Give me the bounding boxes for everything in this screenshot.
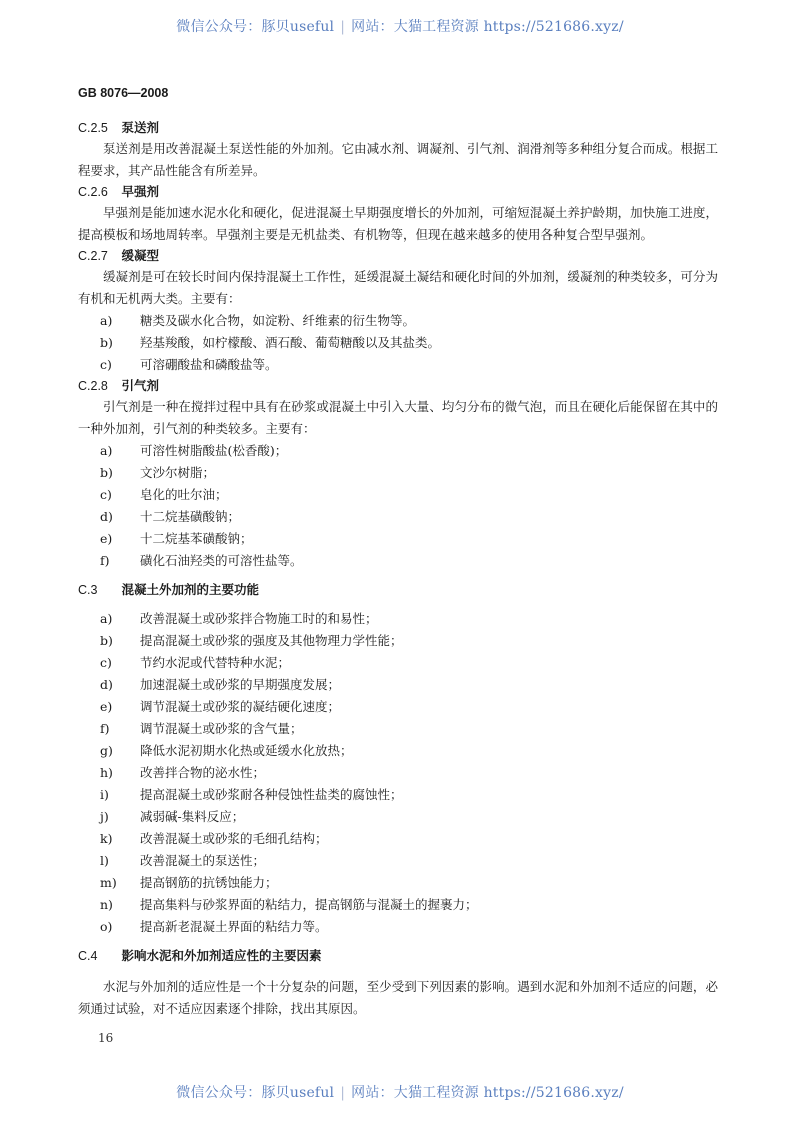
list-text: 提高钢筋的抗锈蚀能力； xyxy=(140,875,278,890)
list-item xyxy=(78,332,718,354)
section-heading-c28 xyxy=(78,376,718,396)
list-item xyxy=(78,740,718,762)
section-number: C.2.8 xyxy=(78,379,108,393)
section-title: 引气剂 xyxy=(121,379,159,393)
watermark-wechat: 微信公众号：豚贝useful xyxy=(176,19,335,35)
list-label: n) xyxy=(100,897,113,912)
list-label: h) xyxy=(100,765,113,780)
document-body xyxy=(78,118,718,1020)
list-label: e) xyxy=(100,699,113,714)
section-heading-c25 xyxy=(78,118,718,138)
section-number: C.2.5 xyxy=(78,121,108,135)
paragraph-c26: 早强剂是能加速水泥水化和硬化，促进混凝土早期强度增长的外加剂，可缩短混凝土养护龄期，加快施工进度，提高模板和场地周转率。早强剂主要是无机盐类、有机物等，但现在越来越多的使用各种复合型早强剂。 xyxy=(78,205,718,242)
list-text: 十二烷基苯磺酸钠； xyxy=(140,531,253,546)
watermark-bottom xyxy=(0,1082,800,1102)
list-text: 改善拌合物的泌水性； xyxy=(140,765,266,780)
list-label: k) xyxy=(100,831,113,846)
list-label: b) xyxy=(100,633,113,648)
page-number: 16 xyxy=(98,1031,114,1045)
watermark-separator: | xyxy=(340,19,346,35)
list-text: 降低水泥初期水化热或延缓水化放热； xyxy=(140,743,353,758)
list-label: a) xyxy=(100,443,113,458)
list-item xyxy=(78,828,718,850)
list-text: 改善混凝土的泵送性； xyxy=(140,853,266,868)
list-text: 可溶性树脂酸盐(松香酸)； xyxy=(140,443,288,458)
section-number: C.2.7 xyxy=(78,249,108,263)
list-text: 改善混凝土或砂浆的毛细孔结构； xyxy=(140,831,328,846)
list-label: b) xyxy=(100,465,113,480)
list-label: f) xyxy=(100,553,110,568)
list-item xyxy=(78,806,718,828)
list-label: b) xyxy=(100,335,113,350)
list-item xyxy=(78,462,718,484)
list-label: d) xyxy=(100,677,113,692)
list-label: j) xyxy=(100,809,109,824)
watermark-website: 网站：大猫工程资源 https://521686.xyz/ xyxy=(351,1085,624,1101)
list-label: a) xyxy=(100,313,113,328)
list-item xyxy=(78,872,718,894)
section-number: C.2.6 xyxy=(78,185,108,199)
spacer xyxy=(78,966,718,976)
list-label: d) xyxy=(100,509,113,524)
list-label: c) xyxy=(100,487,112,502)
list-text: 调节混凝土或砂浆的含气量； xyxy=(140,721,303,736)
list-label: o) xyxy=(100,919,113,934)
list-text: 提高混凝土或砂浆的强度及其他物理力学性能； xyxy=(140,633,403,648)
list-label: i) xyxy=(100,787,109,802)
section-number: C.3 xyxy=(78,583,98,597)
list-text: 改善混凝土或砂浆拌合物施工时的和易性； xyxy=(140,611,378,626)
list-item xyxy=(78,718,718,740)
list-text: 提高混凝土或砂浆耐各种侵蚀性盐类的腐蚀性； xyxy=(140,787,403,802)
list-text: 糖类及碳水化合物，如淀粉、纤维素的衍生物等。 xyxy=(140,313,416,328)
list-label: f) xyxy=(100,721,110,736)
list-item xyxy=(78,608,718,630)
list-item xyxy=(78,484,718,506)
list-label: g) xyxy=(100,743,113,758)
paragraph-c27: 缓凝剂是可在较长时间内保持混凝土工作性，延缓混凝土凝结和硬化时间的外加剂，缓凝剂的种类较多，可分为有机和无机两大类。主要有： xyxy=(78,269,718,306)
watermark-website: 网站：大猫工程资源 https://521686.xyz/ xyxy=(351,19,624,35)
spacer xyxy=(78,600,718,608)
list-item xyxy=(78,850,718,872)
paragraph-c4: 水泥与外加剂的适应性是一个十分复杂的问题，至少受到下列因素的影响。遇到水泥和外加剂不适应的问题，必须通过试验，对不适应因素逐个排除，找出其原因。 xyxy=(78,979,718,1016)
paragraph-c25: 泵送剂是用改善混凝土泵送性能的外加剂。它由减水剂、调凝剂、引气剂、润滑剂等多种组分复合而成。根据工程要求，其产品性能含有所差异。 xyxy=(78,141,718,178)
list-item xyxy=(78,784,718,806)
list-text: 调节混凝土或砂浆的凝结硬化速度； xyxy=(140,699,341,714)
list-label: a) xyxy=(100,611,113,626)
list-text: 皂化的吐尔油； xyxy=(140,487,228,502)
section-title: 早强剂 xyxy=(121,185,159,199)
section-heading-c26 xyxy=(78,182,718,202)
list-label: c) xyxy=(100,357,112,372)
list-text: 减弱碱-集料反应； xyxy=(140,809,245,824)
section-title: 缓凝型 xyxy=(121,249,159,263)
list-item xyxy=(78,696,718,718)
list-item xyxy=(78,550,718,572)
section-heading-c4 xyxy=(78,946,718,966)
list-item xyxy=(78,630,718,652)
list-item xyxy=(78,440,718,462)
list-label: l) xyxy=(100,853,109,868)
list-item xyxy=(78,674,718,696)
list-item xyxy=(78,762,718,784)
list-item xyxy=(78,528,718,550)
section-title: 混凝土外加剂的主要功能 xyxy=(121,583,259,597)
list-item xyxy=(78,354,718,376)
list-label: c) xyxy=(100,655,112,670)
list-label: e) xyxy=(100,531,113,546)
watermark-separator: | xyxy=(340,1085,346,1101)
section-title: 泵送剂 xyxy=(121,121,159,135)
section-number: C.4 xyxy=(78,949,98,963)
section-heading-c27 xyxy=(78,246,718,266)
list-text: 提高新老混凝土界面的粘结力等。 xyxy=(140,919,328,934)
list-text: 可溶硼酸盐和磷酸盐等。 xyxy=(140,357,278,372)
watermark-wechat: 微信公众号：豚贝useful xyxy=(176,1085,335,1101)
list-item xyxy=(78,894,718,916)
list-text: 文沙尔树脂； xyxy=(140,465,216,480)
watermark-top xyxy=(0,16,800,36)
list-text: 羟基羧酸，如柠檬酸、酒石酸、葡萄糖酸以及其盐类。 xyxy=(140,335,441,350)
list-text: 节约水泥或代替特种水泥； xyxy=(140,655,291,670)
spacer xyxy=(78,938,718,946)
list-text: 加速混凝土或砂浆的早期强度发展； xyxy=(140,677,341,692)
list-item xyxy=(78,310,718,332)
list-label: m) xyxy=(100,875,117,890)
list-text: 十二烷基磺酸钠； xyxy=(140,509,241,524)
list-text: 提高集料与砂浆界面的粘结力，提高钢筋与混凝土的握裹力； xyxy=(140,897,478,912)
list-item xyxy=(78,916,718,938)
list-item xyxy=(78,506,718,528)
list-item xyxy=(78,652,718,674)
spacer xyxy=(78,572,718,580)
section-title: 影响水泥和外加剂适应性的主要因素 xyxy=(121,949,322,963)
standard-code: GB 8076—2008 xyxy=(78,86,169,100)
list-text: 磺化石油羟类的可溶性盐等。 xyxy=(140,553,303,568)
paragraph-c28: 引气剂是一种在搅拌过程中具有在砂浆或混凝土中引入大量、均匀分布的微气泡，而且在硬化后能保留在其中的一种外加剂，引气剂的种类较多。主要有： xyxy=(78,399,718,436)
section-heading-c3 xyxy=(78,580,718,600)
